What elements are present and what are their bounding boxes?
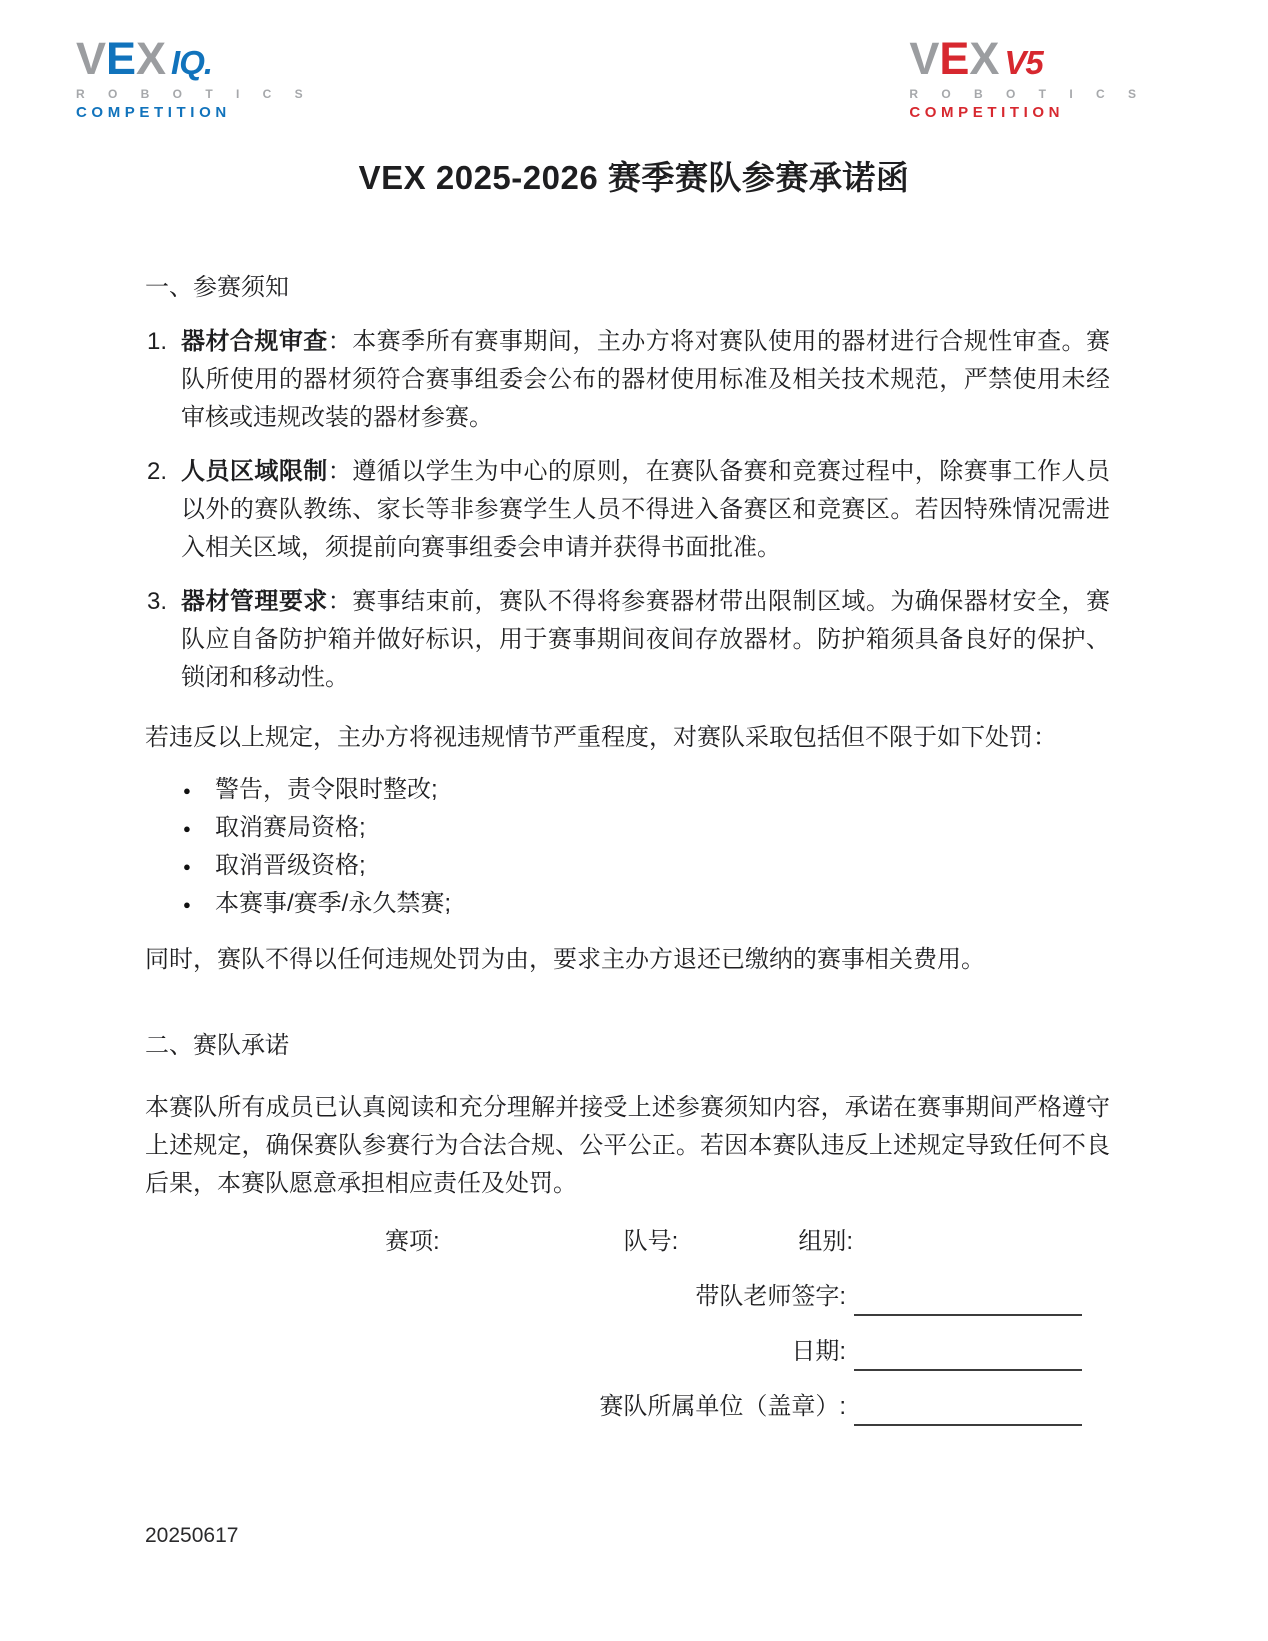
- rule-item-1: [145, 323, 1110, 437]
- date-label: 日期:: [791, 1338, 846, 1365]
- teacher-signature-label: 带队老师签字:: [695, 1283, 846, 1310]
- item-label: 器材管理要求: [181, 588, 328, 615]
- vex-letter-x: X: [969, 33, 1000, 84]
- penalty-text: 取消赛局资格;: [215, 814, 366, 841]
- teacher-signature-blank: [854, 1286, 1082, 1316]
- penalty-intro: 若违反以上规定，主办方将视违规情节严重程度，对赛队采取包括但不限于如下处罚：: [145, 724, 1057, 751]
- item-text: [181, 323, 1110, 437]
- unit-seal-blank: [854, 1396, 1082, 1426]
- section1-heading: 一、参赛须知: [145, 274, 289, 301]
- unit-seal-label: 赛队所属单位（盖章）:: [599, 1393, 846, 1420]
- document-title: VEX 2025-2026 赛季赛队参赛承诺函: [358, 159, 910, 196]
- vex-iq-wordmark: [76, 33, 313, 84]
- penalty-item: [145, 885, 1110, 923]
- vex-v5-logo: [909, 33, 1146, 121]
- robotics-label: R O B O T I C S: [76, 87, 313, 101]
- vex-letter-e: E: [106, 33, 137, 84]
- vex-word: [909, 33, 1000, 84]
- vex-v5-wordmark: [909, 33, 1146, 84]
- penalty-item: [145, 809, 1110, 847]
- date-blank: [854, 1341, 1082, 1371]
- item-number: 3.: [147, 588, 168, 615]
- penalty-item: [145, 847, 1110, 885]
- item-body-text: ：赛事结束前，赛队不得将参赛器材带出限制区域。为确保器材安全，赛队应自备防护箱并做好标识，用于赛事期间夜间存放器材。防护箱须具备良好的保护、锁闭和移动性。: [181, 588, 1111, 691]
- item-text: [181, 453, 1110, 567]
- vex-letter-e: E: [939, 33, 970, 84]
- penalty-item: [145, 771, 1110, 809]
- competition-label: COMPETITION: [909, 104, 1065, 121]
- vex-letter-v: V: [909, 33, 940, 84]
- penalty-text: 取消晋级资格;: [215, 852, 366, 879]
- item-number: 1.: [147, 328, 168, 355]
- penalty-text: 警告，责令限时整改;: [215, 776, 438, 803]
- competition-label: COMPETITION: [76, 104, 231, 121]
- item-number: 2.: [147, 458, 168, 485]
- penalty-note: 同时，赛队不得以任何违规处罚为由，要求主办方退还已缴纳的赛事相关费用。: [145, 946, 985, 973]
- vex-iq-logo: [76, 33, 313, 121]
- item-text: [181, 583, 1110, 697]
- vex-letter-v: V: [76, 33, 107, 84]
- event-label: 赛项:: [385, 1228, 440, 1255]
- robotics-label: R O B O T I C S: [909, 87, 1146, 101]
- rules-list: [145, 323, 1110, 697]
- penalty-text: 本赛事/赛季/永久禁赛;: [215, 890, 452, 917]
- form-row-teacher-signature: [145, 1278, 1110, 1316]
- vex-letter-x: X: [136, 33, 167, 84]
- vex-word: [76, 33, 167, 84]
- team-number-label: 队号:: [623, 1228, 679, 1255]
- item-label: 人员区域限制: [181, 458, 328, 485]
- form-row-date: [145, 1333, 1110, 1371]
- v5-series-label: V5: [1004, 44, 1043, 81]
- iq-series-label: IQ.: [171, 44, 213, 81]
- commitment-paragraph: 本赛队所有成员已认真阅读和充分理解并接受上述参赛须知内容，承诺在赛事期间严格遵守上述规定，确保赛队参赛行为合法合规、公平公正。若因本赛队违反上述规定导致任何不良后果，本赛队愿意承担相应责任及处罚。: [145, 1094, 1110, 1197]
- document-date: 20250617: [145, 1524, 239, 1547]
- group-label: 组别:: [798, 1228, 854, 1255]
- form-row-event-team-group: [145, 1223, 1110, 1261]
- form-row-unit-seal: [145, 1388, 1110, 1426]
- rule-item-2: [145, 453, 1110, 567]
- item-body-text: ：遵循以学生为中心的原则，在赛队备赛和竞赛过程中，除赛事工作人员以外的赛队教练、家长等非参赛学生人员不得进入备赛区和竞赛区。若因特殊情况需进入相关区域，须提前向赛事组委会申请并获得书面批准。: [181, 458, 1111, 561]
- penalty-list: [145, 771, 1110, 923]
- item-body-text: ：本赛季所有赛事期间，主办方将对赛队使用的器材进行合规性审查。赛队所使用的器材须符合赛事组委会公布的器材使用标准及相关技术规范，严禁使用未经审核或违规改装的器材参赛。: [181, 328, 1111, 431]
- header: [0, 0, 1268, 120]
- rule-item-3: [145, 583, 1110, 697]
- document-body: [0, 269, 1268, 1426]
- section2-heading: 二、赛队承诺: [145, 1032, 289, 1059]
- item-label: 器材合规审查: [181, 328, 328, 355]
